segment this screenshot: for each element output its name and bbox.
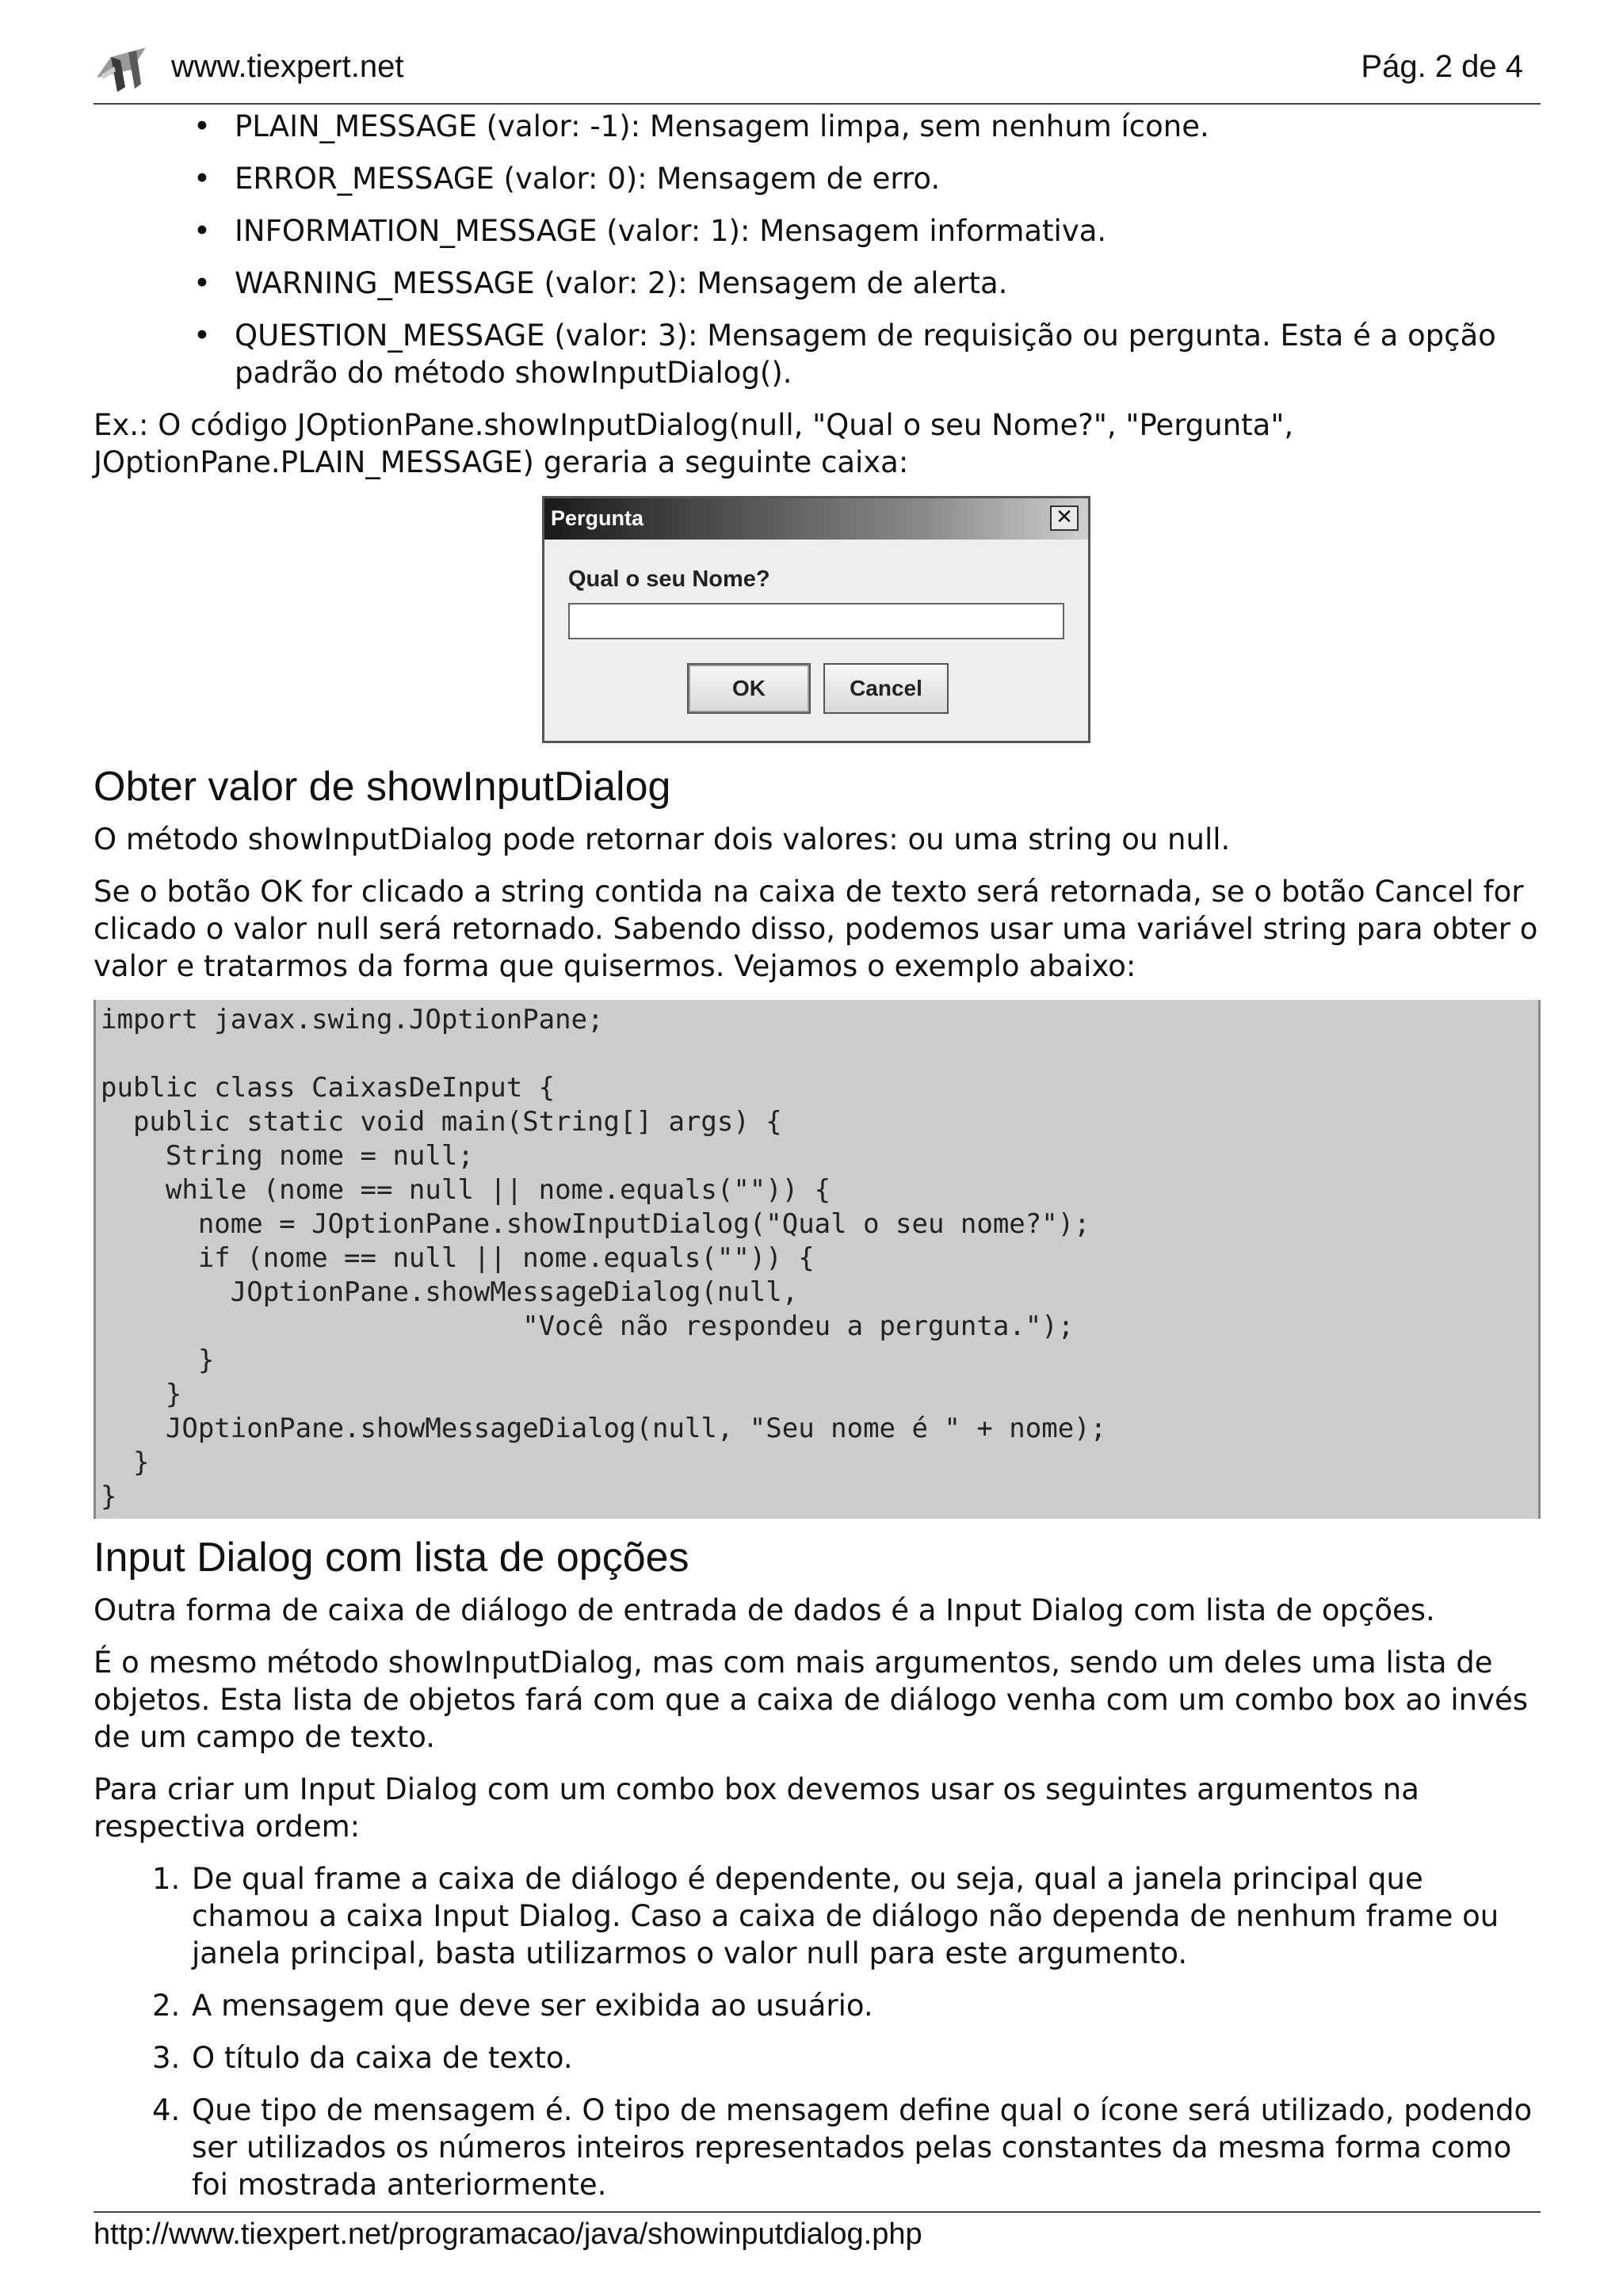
list-item: • INFORMATION_MESSAGE (valor: 1): Mensagem informativa. bbox=[193, 214, 1107, 248]
list-item: • QUESTION_MESSAGE (valor: 3): Mensagem de requisição ou pergunta. Esta é a opção padrão do método showInputDialog(). bbox=[193, 318, 1496, 390]
list-item: 3. O título da caixa de texto. bbox=[152, 2041, 573, 2075]
paragraph: Outra forma de caixa de diálogo de entrada de dados é a Input Dialog com lista de opções. bbox=[94, 1593, 1435, 1627]
paragraph: É o mesmo método showInputDialog, mas com mais argumentos, sendo um deles uma lista de objetos. Esta lista de objetos fará com que a caixa de diálogo venha com um combo box ao invés de um campo de texto. bbox=[94, 1646, 1529, 1754]
list-item: 1. De qual frame a caixa de diálogo é dependente, ou seja, qual a janela principal que chamou a caixa Input Dialog. Caso a caixa de diálogo não dependa de nenhum frame ou janela principal, basta utilizarmos o valor null para este argumento. bbox=[152, 1862, 1499, 1970]
paragraph: Para criar um Input Dialog com um combo box devemos usar os seguintes argumentos na respectiva ordem: bbox=[94, 1772, 1419, 1844]
footer-url[interactable]: http://www.tiexpert.net/programacao/java/showinputdialog.php bbox=[94, 2218, 922, 2251]
paragraph: Se o botão OK for clicado a string contida na caixa de texto será retornada, se o botão Cancel for clicado o valor null será retornado. Sabendo disso, podemos usar uma variável string para obter o valor e tratarmos da forma que quisermos. Vejamos o exemplo abaixo: bbox=[94, 875, 1538, 983]
list-item: 4. Que tipo de mensagem é. O tipo de mensagem define qual o ícone será utilizado, podendo ser utilizados os números inteiros representados pelas constantes da mesma forma como foi mostrada anteriormente. bbox=[152, 2093, 1533, 2202]
list-item: • PLAIN_MESSAGE (valor: -1): Mensagem limpa, sem nenhum ícone. bbox=[193, 109, 1209, 143]
dialog-title-bar bbox=[544, 498, 1088, 540]
page-content bbox=[94, 108, 1541, 2218]
page-number: Pág. 2 de 4 bbox=[1361, 49, 1523, 84]
dialog-prompt: Qual o seu Nome? bbox=[568, 566, 770, 592]
close-icon[interactable]: ✕ bbox=[1050, 505, 1079, 531]
code-listing: import javax.swing.JOptionPane; public class CaixasDeInput { public static void main(String[] args) { String nome = null; while (nome == null || nome.equals("")) { nome = JOptionPane.showInputDialog("Qual o seu nome?"); if (nome == null || nome.equals("")) { JOptionPane.showMessageDialog(null, "Você não respondeu a pergunta."); } } JOptionPane.showMessageDialog(null, "Seu nome é " + nome); } } bbox=[101, 1004, 1107, 1512]
input-dialog-screenshot bbox=[542, 496, 1090, 743]
name-input[interactable] bbox=[568, 603, 1064, 639]
page-footer bbox=[94, 2211, 1541, 2252]
page-header bbox=[94, 43, 1541, 105]
dialog-title: Pergunta bbox=[551, 506, 644, 530]
argument-list bbox=[94, 1860, 1541, 2203]
example-paragraph: Ex.: O código JOptionPane.showInputDialog(null, "Qual o seu Nome?", "Pergunta", JOptionPane.PLAIN_MESSAGE) geraria a seguinte caixa: bbox=[94, 408, 1294, 479]
site-name: www.tiexpert.net bbox=[171, 49, 404, 84]
cancel-button[interactable]: Cancel bbox=[823, 663, 949, 714]
code-block bbox=[94, 1000, 1541, 1519]
section-heading: Obter valor de showInputDialog bbox=[94, 764, 671, 810]
section-heading: Input Dialog com lista de opções bbox=[94, 1535, 689, 1581]
list-item: • WARNING_MESSAGE (valor: 2): Mensagem de alerta. bbox=[193, 266, 1008, 300]
tiexpert-logo-icon bbox=[94, 43, 149, 98]
paragraph: O método showInputDialog pode retornar dois valores: ou uma string ou null. bbox=[94, 822, 1231, 856]
ok-button[interactable]: OK bbox=[687, 663, 811, 714]
list-item: 2. A mensagem que deve ser exibida ao usuário. bbox=[152, 1989, 873, 2023]
list-item: • ERROR_MESSAGE (valor: 0): Mensagem de erro. bbox=[193, 162, 941, 196]
message-type-list bbox=[94, 108, 1541, 391]
